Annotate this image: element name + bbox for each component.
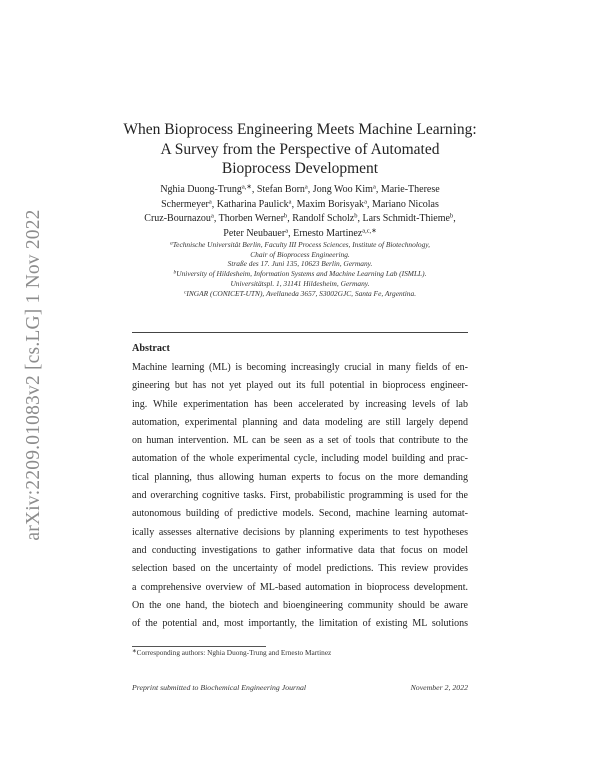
author-affil-mark: a <box>364 198 367 206</box>
abstract-line: ing. While experimentation has been accelerated by increasing levels of lab <box>132 398 468 410</box>
author-affil-mark: b <box>284 212 288 220</box>
abstract-line: autonomous building of predictive models. Second, machine learning automat- <box>132 508 468 520</box>
affiliation-mark: c <box>183 289 187 296</box>
author-name: , Mariano Nicolas <box>366 198 439 210</box>
author-name: , Jong Woo Kim <box>307 184 373 195</box>
affiliations <box>100 240 500 298</box>
paper-title <box>100 120 500 179</box>
author-line-1 <box>100 183 500 198</box>
title-line-2: A Survey from the Perspective of Automated <box>160 140 440 158</box>
author-name: , Randolf Scholz <box>287 213 355 225</box>
journal-submission-note: Preprint submitted to Biochemical Engineering Journal <box>132 683 307 692</box>
author-name: Peter Neubauer <box>223 227 286 239</box>
author-affil-mark: b <box>354 212 358 220</box>
abstract-line: On the one hand, the biotech and bioengineering community should be aware <box>132 599 468 611</box>
footnote-mark: ∗ <box>132 648 137 655</box>
author-affil-mark: a <box>208 198 212 206</box>
author-affil-mark: a,∗ <box>241 183 252 191</box>
abstract-heading: Abstract <box>132 343 170 354</box>
corresponding-author-footnote <box>132 648 331 657</box>
affiliation-a-line-2: Chair of Bioprocess Engineering. <box>250 249 350 259</box>
abstract-body <box>132 359 468 633</box>
author-name: Nghia Duong-Trung <box>160 184 242 195</box>
author-line-3 <box>100 212 500 227</box>
affiliation-mark: b <box>173 269 177 276</box>
abstract-line: Machine learning (ML) is becoming increasingly crucial in many fields of en- <box>132 362 468 373</box>
abstract-line: tical planning, thus allowing human experts to focus on the more demanding <box>132 471 468 483</box>
affiliation-a-line-3: Straße des 17. Juni 135, 10623 Berlin, Germany. <box>227 259 373 269</box>
author-name: , Marie-Therese <box>375 184 440 195</box>
author-name: , Thorben Werner <box>213 213 285 225</box>
author-name: , Katharina Paulick <box>211 198 289 210</box>
abstract-line: automation, experimental planning and data modeling are still largely depend <box>132 416 468 428</box>
abstract-line: ically assesses alternative decisions by planning experiments to test hypotheses <box>132 526 468 538</box>
author-affil-mark: a,c,∗ <box>362 227 377 235</box>
author-affil-mark: a <box>304 183 308 191</box>
abstract-line: gineering but has not yet played out its full potential in bioprocess engineer- <box>132 380 468 392</box>
author-name: , Maxim Borisyak <box>291 198 365 210</box>
author-line-2 <box>100 198 500 213</box>
author-separator: , <box>453 213 456 225</box>
submission-date: November 2, 2022 <box>410 683 468 692</box>
author-list <box>100 183 500 241</box>
affiliation-mark: a <box>170 240 173 247</box>
author-affil-mark: a <box>210 212 214 220</box>
abstract-line: a comprehensive overview of ML-based automation in bioprocess development. <box>132 581 468 593</box>
section-divider <box>132 332 468 333</box>
arxiv-identifier-text: arXiv:2209.01083v2 [cs.LG] 1 Nov 2022 <box>23 209 44 541</box>
abstract-line: and overarching cognitive tasks. First, probabilistic programming is used for the <box>132 490 468 502</box>
author-name: Cruz-Bournazou <box>144 213 211 225</box>
title-line-3: Bioprocess Development <box>221 160 379 177</box>
abstract-line: automation of the whole experimental cycle, including model building and prac- <box>132 453 468 465</box>
author-name: , Stefan Born <box>251 184 305 195</box>
author-affil-mark: a <box>285 227 289 235</box>
abstract-line: selection based on the uncertainty of model predictions. This review provides <box>132 563 468 575</box>
title-line-1: When Bioprocess Engineering Meets Machine Learning: <box>123 121 477 138</box>
affiliation-a-line-1: $^a$Technische Universität Berlin, Faculty III Process Sciences, Institute of Biotechnology, <box>170 240 430 249</box>
author-name: Schermeyer <box>161 198 209 210</box>
affiliation-b-line-2: Universitätspl. 1, 31141 Hildesheim, Germany. <box>230 278 370 288</box>
abstract-line: of the potential and, most importantly, the limitation of existing ML solutions <box>132 618 468 630</box>
arxiv-identifier-stamp <box>16 150 52 600</box>
author-name: , Lars Schmidt-Thieme <box>357 213 450 225</box>
author-affil-mark: a <box>288 198 292 206</box>
author-affil-mark: b <box>449 212 454 220</box>
affiliation-c-line-1: $^c$INGAR (CONICET-UTN), Avellaneda 3657, S3002GJC, Santa Fe, Argentina. <box>183 288 417 298</box>
author-affil-mark: a <box>372 183 376 191</box>
abstract-line: and conducting investigations to gather informative data that focus on model <box>132 544 468 556</box>
abstract-line: on human intervention. ML can be seen as a set of tools that contribute to the <box>132 435 468 447</box>
author-name: , Ernesto Martinez <box>288 227 363 239</box>
affiliation-b-line-1: $^b$University of Hildesheim, Information Systems and Machine Learning Lab (ISMLL). <box>173 269 427 279</box>
footnote-divider <box>132 646 266 647</box>
footnote-text: Corresponding authors: Nghia Duong-Trung and Ernesto Martinez <box>136 648 332 657</box>
